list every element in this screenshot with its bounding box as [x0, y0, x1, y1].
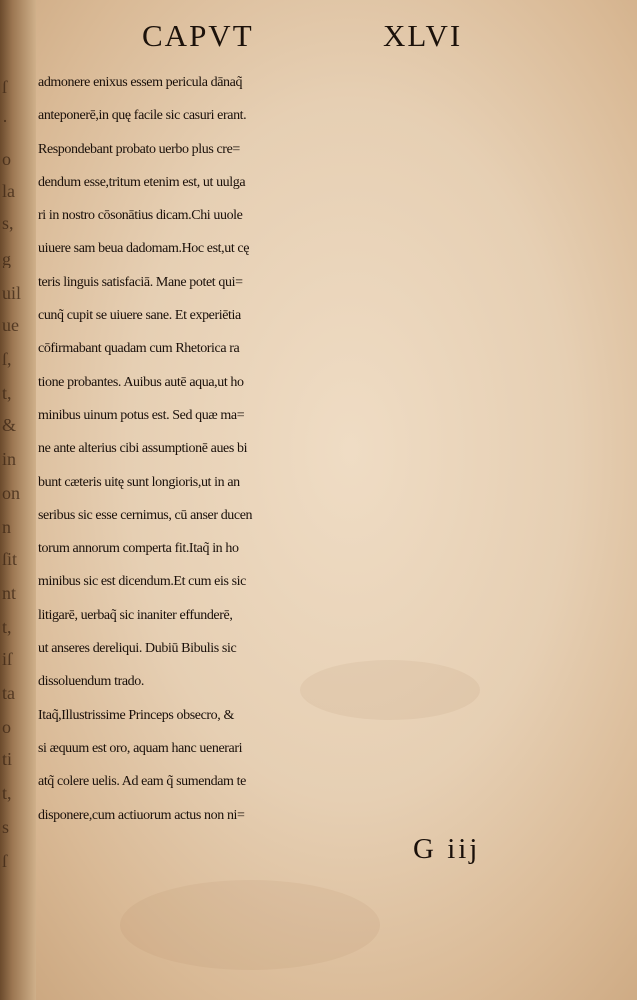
- margin-bleed-char: ue: [2, 316, 19, 334]
- margin-bleed-char: t,: [2, 384, 12, 402]
- text-line: ne ante alterius cibi assumptionē aues bi: [38, 441, 248, 457]
- chapter-label: CAPVT: [142, 18, 254, 53]
- signature-mark: G iij: [413, 833, 481, 865]
- text-line: tione probantes. Auibus autē aqua,ut ho: [38, 374, 244, 390]
- text-line: ri in nostro cōsonātius dicam.Chi uuole: [38, 208, 243, 224]
- text-line: teris linguis satisfaciā. Mane potet qui=: [38, 274, 243, 290]
- text-line: ut anseres dereliqui. Dubiū Bibulis sic: [38, 641, 237, 657]
- margin-bleed-char: &: [2, 416, 17, 434]
- text-line: cunq̃ cupit se uiuere sane. Et experiētia: [38, 308, 241, 324]
- binding-gutter: [0, 0, 36, 1000]
- margin-bleed-char: ti: [2, 750, 13, 768]
- text-line: disponere,cum actiuorum actus non ni=: [38, 807, 245, 823]
- margin-bleed-char: n: [2, 518, 11, 536]
- text-line: bunt cæteris uitę sunt longioris,ut in an: [38, 474, 240, 490]
- text-line: dissoluendum trado.: [38, 674, 144, 690]
- margin-bleed-char: ſ,: [2, 350, 12, 368]
- margin-bleed-char: ſ: [2, 78, 8, 96]
- margin-bleed-char: ſit: [2, 550, 18, 568]
- text-line: admonere enixus essem pericula dānaq̃: [38, 75, 243, 90]
- body-text: [38, 66, 568, 832]
- margin-bleed-char: nt: [2, 584, 17, 602]
- margin-bleed-char: uil: [2, 284, 22, 302]
- text-line: torum annorum comperta fit.Itaq̃ in ho: [38, 541, 239, 557]
- margin-bleed-char: s: [2, 818, 10, 836]
- margin-bleed-char: g: [2, 250, 11, 268]
- text-line: Respondebant probato uerbo plus cre=: [38, 141, 240, 157]
- margin-bleed-char: iſ: [2, 650, 13, 668]
- text-line: Itaq̃,Illustrissime Princeps obsecro, &: [38, 707, 234, 723]
- margin-bleed-char: in: [2, 450, 17, 468]
- text-line: si æquum est oro, aquam hanc uenerari: [38, 740, 243, 756]
- margin-bleed-char: o: [2, 150, 11, 168]
- text-line: anteponerē,in quę facile sic casuri erant.: [38, 108, 247, 124]
- text-line: uiuere sam beua dadomam.Hoc est,ut cę: [38, 241, 250, 257]
- margin-bleed-char: ·: [2, 112, 8, 130]
- text-line: dendum esse,tritum etenim est, ut uulga: [38, 174, 246, 190]
- margin-bleed-char: on: [2, 484, 20, 502]
- running-head: [38, 18, 558, 58]
- margin-bleed-char: la: [2, 182, 15, 200]
- margin-bleed-char: t,: [2, 618, 12, 636]
- chapter-number: XLVI: [383, 18, 463, 53]
- text-line: atq̃ colere uelis. Ad eam q̃ sumendam te: [38, 774, 246, 790]
- margin-bleed-char: ſ: [2, 852, 8, 870]
- text-line: minibus sic est dicendum.Et cum eis sic: [38, 574, 246, 590]
- margin-bleed-char: s,: [2, 214, 14, 232]
- margin-bleed-char: ta: [2, 684, 15, 702]
- text-line: cōfirmabant quadam cum Rhetorica ra: [38, 341, 240, 357]
- text-line: litigarē, uerbaq̃ sic inaniter effunderē,: [38, 607, 233, 623]
- margin-bleed-char: t,: [2, 784, 12, 802]
- paper-stain: [120, 880, 380, 970]
- text-line: minibus uinum potus est. Sed quæ ma=: [38, 407, 245, 423]
- margin-bleed-char: o: [2, 718, 11, 736]
- text-line: seribus sic esse cernimus, cū anser ducen: [38, 507, 253, 523]
